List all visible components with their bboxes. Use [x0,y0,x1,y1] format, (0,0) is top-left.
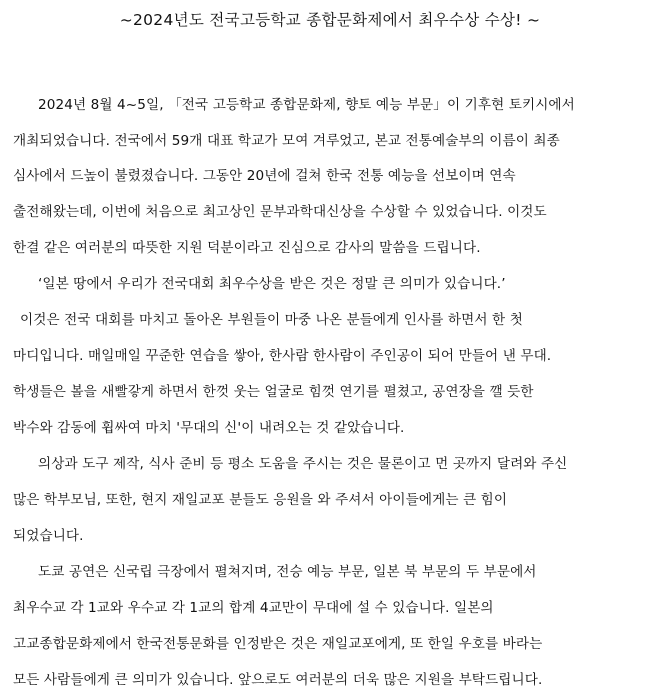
quote-line: ‘일본 땅에서 우리가 전국대회 최우수상을 받은 것은 정말 큰 의미가 있습니다.’ [38,276,506,292]
paragraph-line: 한결 같은 여러분의 따뜻한 지원 덕분이라고 진심으로 감사의 말씀을 드립니다. [13,240,481,256]
paragraph-line: 심사에서 드높이 불렸졌습니다. 그동안 20년에 걸쳐 한국 전통 예능을 선보이며 연속 [13,168,516,184]
paragraph-line: 많은 학부모님, 또한, 현지 재일교포 분들도 응원을 와 주셔서 아이들에게는 큰 힘이 [13,492,508,508]
paragraph-line: 출전해왔는데, 이번에 처음으로 최고상인 문부과학대신상을 수상할 수 있었습니다. 이것도 [13,204,547,220]
paragraph-line: 고교종합문화제에서 한국전통문화를 인정받은 것은 재일교포에게, 또 한일 우호를 바라는 [13,636,543,652]
paragraph-line: 되었습니다. [13,528,84,544]
paragraph-line: 도쿄 공연은 신국립 극장에서 펼쳐지며, 전승 예능 부문, 일본 북 부문의 두 부문에서 [38,564,537,580]
paragraph-line: 모든 사람들에게 큰 의미가 있습니다. 앞으로도 여러분의 더욱 많은 지원을 부탁드립니다. [13,672,543,688]
paragraph-line: 박수와 감동에 휩싸여 마치 '무대의 신'이 내려오는 것 같았습니다. [13,420,405,436]
paragraph-line: 이것은 전국 대회를 마치고 돌아온 부원들이 마중 나온 분들에게 인사를 하면서 한 첫 [20,312,523,328]
paragraph-line: 개최되었습니다. 전국에서 59개 대표 학교가 모여 겨루었고, 본교 전통예술부의 이름이 최종 [13,133,560,149]
paragraph-line: 학생들은 볼을 새빨갛게 하면서 한껏 웃는 얼굴로 힘껏 연기를 펼쳤고, 공연장을 깰 듯한 [13,384,534,400]
paragraph-line: 최우수교 각 1교와 우수교 각 1교의 합계 4교만이 무대에 설 수 있습니다. 일본의 [13,600,494,616]
page-title: ~2024년도 전국고등학교 종합문화제에서 최우수상 수상! ~ [119,11,541,29]
paragraph-line: 마디입니다. 매일매일 꾸준한 연습을 쌓아, 한사람 한사람이 주인공이 되어 만들어 낸 무대. [13,348,552,364]
paragraph-line: 2024년 8월 4~5일, 「전국 고등학교 종합문화제, 향토 예능 부문」이 기후현 토키시에서 [38,97,575,113]
paragraph-line: 의상과 도구 제작, 식사 준비 등 평소 도움을 주시는 것은 물론이고 먼 곳까지 달려와 주신 [38,456,568,472]
